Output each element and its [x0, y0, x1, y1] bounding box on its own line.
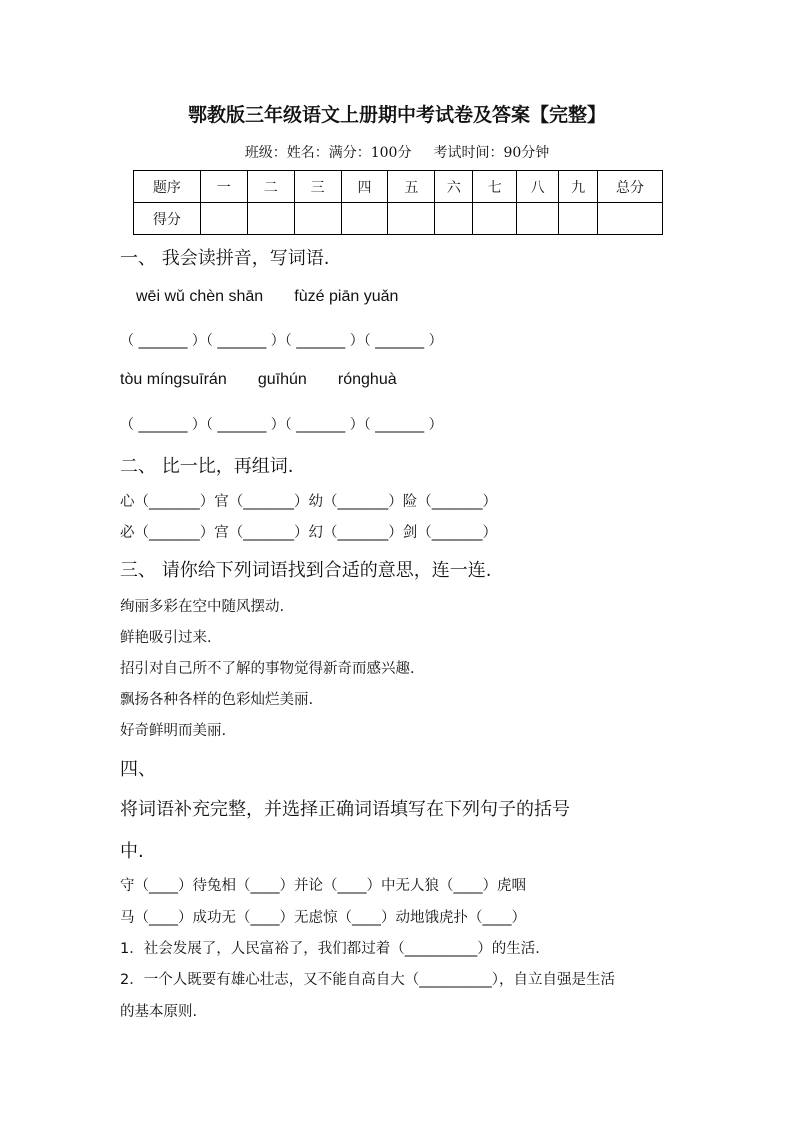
header-cell: 六	[435, 171, 473, 203]
header-cell: 七	[473, 171, 517, 203]
section-2-heading: 二、 比一比，再组词.	[120, 456, 294, 477]
score-cell[interactable]	[435, 203, 473, 235]
sentence-question-1[interactable]: 1．社会发展了，人民富裕了，我们都过着（__________）的生活.	[120, 941, 540, 957]
score-cell[interactable]	[200, 203, 247, 235]
blank-line-2[interactable]: （ _______ ）（ _______ ）（ _______ ）（ _______ ）	[120, 417, 443, 433]
score-cell[interactable]	[341, 203, 388, 235]
header-cell: 二	[247, 171, 294, 203]
section-3-heading: 三、 请你给下列词语找到合适的意思，连一连.	[120, 560, 492, 581]
match-item: 飘扬各种各样的色彩灿烂美丽.	[120, 692, 314, 708]
header-cell: 九	[559, 171, 598, 203]
pinyin-line-2: tòu míngsuīrán guīhún rónghuà	[120, 371, 397, 388]
score-cell[interactable]	[598, 203, 663, 235]
score-cell[interactable]	[388, 203, 435, 235]
section-1-heading: 一、 我会读拼音，写词语.	[120, 248, 330, 269]
row-label: 得分	[134, 203, 201, 235]
score-table	[133, 170, 663, 235]
header-cell: 三	[294, 171, 341, 203]
idiom-line-1[interactable]: 守（____）待兔相（____）并论（____）中无人狼（____）虎咽	[120, 878, 526, 894]
score-cell[interactable]	[517, 203, 559, 235]
score-cell[interactable]	[247, 203, 294, 235]
blank-line-1[interactable]: （ _______ ）（ _______ ）（ _______ ）（ _______ ）	[120, 333, 443, 349]
sentence-question-2[interactable]: 2．一个人既要有雄心壮志，又不能自高自大（__________），自立自强是生活	[120, 972, 615, 988]
exam-time: 考试时间：90分钟	[433, 145, 550, 161]
header-cell: 一	[200, 171, 247, 203]
section-4-heading: 四、	[120, 759, 156, 780]
section-4-instruction-cont: 中.	[120, 841, 144, 862]
match-item: 招引对自己所不了解的事物觉得新奇而感兴趣.	[120, 661, 415, 677]
sentence-question-2-cont: 的基本原则.	[120, 1004, 198, 1020]
section-4-instruction: 将词语补充完整，并选择正确词语填写在下列句子的括号	[120, 799, 570, 820]
score-cell[interactable]	[473, 203, 517, 235]
score-cell[interactable]	[559, 203, 598, 235]
idiom-line-2[interactable]: 马（____）成功无（____）无虑惊（____）动地饿虎扑（____）	[120, 910, 526, 926]
exam-info	[0, 142, 794, 162]
score-table-score-row	[134, 203, 663, 235]
pinyin-line-1: wēi wǔ chèn shān fùzé piān yuǎn	[136, 288, 399, 305]
score-table-header-row	[134, 171, 663, 203]
header-cell: 总分	[598, 171, 663, 203]
compare-line-2[interactable]: 必（_______）宫（_______）幻（_______）剑（_______）	[120, 525, 497, 541]
class-name-score-line: 班级：姓名：满分：100分	[244, 145, 412, 161]
header-cell: 四	[341, 171, 388, 203]
header-cell: 八	[517, 171, 559, 203]
score-cell[interactable]	[294, 203, 341, 235]
match-item: 鲜艳吸引过来.	[120, 630, 212, 646]
header-cell: 题序	[134, 171, 201, 203]
match-item: 绚丽多彩在空中随风摆动.	[120, 599, 285, 615]
page-title: 鄂教版三年级语文上册期中考试卷及答案【完整】	[187, 104, 606, 126]
header-cell: 五	[388, 171, 435, 203]
compare-line-1[interactable]: 心（_______）官（_______）幼（_______）险（_______）	[120, 494, 497, 510]
match-item: 好奇鲜明而美丽.	[120, 723, 227, 739]
